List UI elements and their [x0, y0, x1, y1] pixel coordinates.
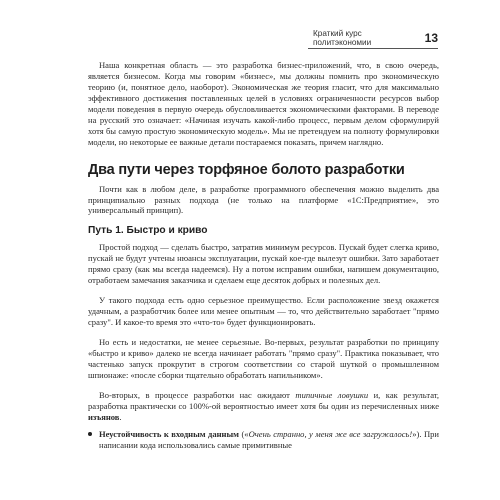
bullet-rest-text: »). При написании кода использовались самые примитивные: [99, 428, 439, 450]
section-heading: Два пути через торфяное болото разработки: [88, 161, 405, 178]
subsection-heading: Путь 1. Быстро и криво: [88, 225, 208, 237]
list-item: [88, 429, 439, 451]
bullet-italic-quote: Очень странно, у меня же все загружалось!: [248, 428, 413, 439]
traps-bold: изъянов: [88, 411, 120, 422]
paragraph-traps: [88, 390, 439, 423]
traps-text-middle: и, как результат, разработка практически со 100%-ой вероятностью имеет хотя бы один из перечисленных ниже: [88, 389, 439, 411]
paragraph-disadvantages: Но есть и недостатки, не менее серьезные. Во-первых, результат разработки по принципу «быстро и криво» далеко не всегда начинает работать "прямо сразу". Практика показывает, что частенько запуск прокрутит в строгом соответствии со старой шуткой о промышленном шпионаже: «после сборки тщательно обработать напильником».: [88, 337, 439, 380]
paragraph-simple-approach: Простой подход — сделать быстро, затратив минимум ресурсов. Пускай будет слегка криво, пускай не будут учтены нюансы эксплуатации, пускай кое-где вылезут ошибки. Зато заработает прямо сразу (как мы всегда надеемся). Ну а потом исправим ошибки, напишем документацию, отработаем замечания заказчика и сделаем еще десяток добрых и полезных дел.: [88, 242, 439, 286]
bullet-open-quote: («: [238, 428, 249, 439]
flaws-list: [88, 429, 439, 451]
intro-paragraph: Наша конкретная область — это разработка бизнес-приложений, что, в свою очередь, является бизнесом. Когда мы говорим «бизнес», мы должны помнить про экономическую теорию (и, понятное дело, наоборот). Экономическая же теория гласит, что для максимально эффективного достижения поставленных целей в условиях ограниченности ресурсов выбор модели поведения в первую очередь обусловливается экономическими факторами. В переводе на русский это означает: «Начиная изучать какой-либо процесс, первым делом сформулируй хотя бы самую простую экономическую модель». Мы не претендуем на полноту формулировки модели, но некоторые ее важные детали постараемся показать, причем наглядно.: [88, 60, 439, 147]
traps-italic: типичные ловушки: [295, 389, 369, 400]
bullet-icon: [88, 432, 92, 436]
page-body: [88, 60, 439, 451]
running-title: Краткий курс политэкономии: [313, 29, 372, 47]
bullet-bold-term: Неустойчивость к входным данным: [99, 428, 239, 439]
traps-text-start: Во-вторых, в процессе разработки нас ожидают: [99, 389, 296, 400]
page-number: 13: [424, 31, 438, 45]
page-header: [313, 27, 438, 49]
header-rule: [308, 48, 438, 49]
traps-text-end: .: [119, 411, 122, 422]
section-intro-paragraph: Почти как в любом деле, в разработке программного обеспечения можно выделить два принципиально разных подхода (не только на платформе «1С:Предприятие», это универсальный принцип).: [88, 183, 439, 216]
paragraph-advantage: У такого подхода есть одно серьезное преимущество. Если расположение звезд окажется удачным, а разработчик более или менее опытным — то, что действительно заработает "прямо сразу". И какое-то время это «что-то» будет функционировать.: [88, 295, 439, 328]
